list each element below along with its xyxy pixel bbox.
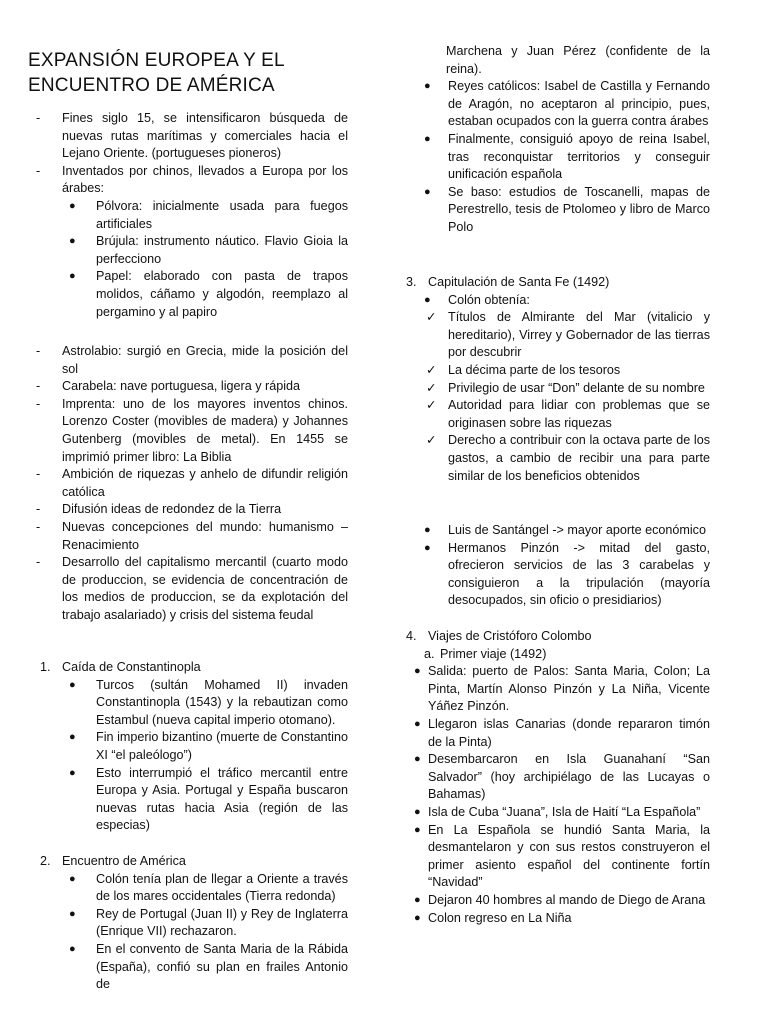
- section-heading: 1. Caída de Constantinopla: [40, 660, 201, 674]
- list-item: - Astrolabio: surgió en Grecia, mide la posición del sol: [36, 344, 348, 376]
- check-item: ✓ Títulos de Almirante del Mar (vitalicio y hereditario), Virrey y Gobernador de las tierras por descubrir: [426, 310, 710, 360]
- list-item: ● Dejaron 40 hombres al mando de Diego de Arana: [414, 892, 706, 907]
- section-heading: 2. Encuentro de América: [40, 854, 186, 868]
- section-4: [402, 628, 710, 927]
- list-item: - Imprenta: uno de los mayores inventos chinos. Lorenzo Coster (movibles de madera) y Johannes Gutenberg (movibles de metal). En 1455 se imprimió primer libro: La Biblia: [36, 396, 348, 464]
- list-item: ● Esto interrumpió el tráfico mercantil entre Europa y Asia. Portugal y España buscaron nuevas rutas hacia Asia (región de las especias): [69, 765, 348, 833]
- check-item: ✓ Derecho a contribuir con la octava parte de los gastos, a cambio de recibir una para parte similar de los beneficios obtenidos: [426, 433, 710, 483]
- list-item: ● Luis de Santángel -> mayor aporte económico: [424, 523, 706, 537]
- list-item: ● En el convento de Santa Maria de la Rábida (España), confió su plan en frailes Antonio de: [69, 941, 348, 992]
- section-1: [36, 659, 348, 835]
- list-item: ● Isla de Cuba “Juana”, Isla de Haití “La Española”: [414, 804, 701, 819]
- list-item: ● Colón obtenía:: [424, 292, 530, 307]
- check-icon: ✓: [426, 433, 437, 448]
- section-heading: 4. Viajes de Cristóforo Colombo: [406, 629, 592, 643]
- check-icon: ✓: [426, 398, 437, 413]
- check-item: ✓ Privilegio de usar “Don” delante de su nombre: [402, 380, 710, 398]
- list-item: - Difusión ideas de redondez de la Tierra: [36, 502, 282, 517]
- list-item: - Nuevas concepciones del mundo: humanismo – Renacimiento: [36, 519, 348, 552]
- list-item: ● En La Española se hundió Santa Maria, la desmantelaron y con sus restos construyeron el primer asiento español del continente fortín “Navidad”: [414, 822, 710, 890]
- check-icon: ✓: [426, 362, 437, 377]
- list-item: ● Turcos (sultán Mohamed II) invaden Constantinopla (1543) y la rebautizan como Estambul (nueva capital imperio otomano).: [69, 677, 348, 727]
- list-item: ● Salida: puerto de Palos: Santa Maria, Colon; La Pinta, Martín Alonso Pinzón y La Niña, Vicente Yáñez Pinzón.: [414, 664, 710, 714]
- list-item: - Fines siglo 15, se intensificaron búsqueda de nuevas rutas marítimas y comerciales hacia el Lejano Oriente. (portugueses pioneros): [36, 111, 348, 161]
- list-item: ● Se baso: estudios de Toscanelli, mapas de Perestrello, tesis de Ptolomeo y libro de Marco Polo: [424, 184, 710, 234]
- list-item: ● Finalmente, consiguió apoyo de reina Isabel, tras reconquistar territorios y conseguir unificación española: [424, 131, 710, 182]
- list-item: ● Fin imperio bizantino (muerte de Constantino XI “el paleólogo”): [69, 730, 348, 762]
- list-item: ● Pólvora: inicialmente usada para fuegos artificiales: [69, 198, 348, 231]
- list-item: ● Reyes católicos: Isabel de Castilla y Fernando de Aragón, no aceptaron al principio, pues, estaban ocupados con la guerra contra árabes: [424, 79, 710, 129]
- list-item: ● Colón tenía plan de llegar a Oriente a través de los mares occidentales (Tierra redonda): [69, 871, 348, 904]
- list-item: ● Papel: elaborado con pasta de trapos molidos, cáñamo y algodón, reemplazo al pergamino y al papiro: [69, 269, 348, 319]
- check-item: ✓ La décima parte de los tesoros: [402, 362, 710, 380]
- list-item: ● Llegaron islas Canarias (donde repararon timón de la Pinta): [414, 716, 710, 749]
- check-icon: ✓: [426, 380, 437, 395]
- list-item: - Inventados por chinos, llevados a Europa por los árabes:: [36, 163, 348, 196]
- list-item: - Ambición de riquezas y anhelo de difundir religión católica: [36, 467, 348, 499]
- section-3: [402, 274, 710, 485]
- page-title: EXPANSIÓN EUROPEA Y EL ENCUENTRO DE AMÉRICA: [28, 50, 285, 96]
- list-item: - Carabela: nave portuguesa, ligera y rápida: [36, 379, 301, 394]
- list-item: ● Brújula: instrumento náutico. Flavio Gioia la perfecciono: [69, 234, 348, 266]
- list-item: - Desarrollo del capitalismo mercantil (cuarto modo de produccion, se evidencia de concentración de los medios de produccion, se da explotación del trabajo asalariado) y crisis del sistema feudal: [36, 555, 348, 622]
- check-icon: ✓: [426, 310, 437, 325]
- continuation-text: Marchena y Juan Pérez (confidente de la reina).: [446, 44, 710, 76]
- list-item: ● Desembarcaron en Isla Guanahaní “San Salvador” (hoy archipiélago de las Lucayas o Bahamas): [414, 752, 710, 802]
- list-item: ● Rey de Portugal (Juan II) y Rey de Inglaterra (Enrique VII) rechazaron.: [69, 906, 348, 939]
- list-item: ● Hermanos Pinzón -> mitad del gasto, ofrecieron servicios de las 3 carabelas y consiguieron a la tripulación (mayoría desocupados, sin oficio o presidiarios): [424, 540, 710, 608]
- check-item: ✓ Autoridad para lidiar con problemas que se originasen sobre las riquezas: [426, 398, 710, 430]
- list-item: ● Colon regreso en La Niña: [414, 910, 572, 925]
- subsection-heading: a. Primer viaje (1492): [424, 646, 547, 661]
- section-heading: 3. Capitulación de Santa Fe (1492): [406, 275, 610, 289]
- section-2: [36, 853, 348, 994]
